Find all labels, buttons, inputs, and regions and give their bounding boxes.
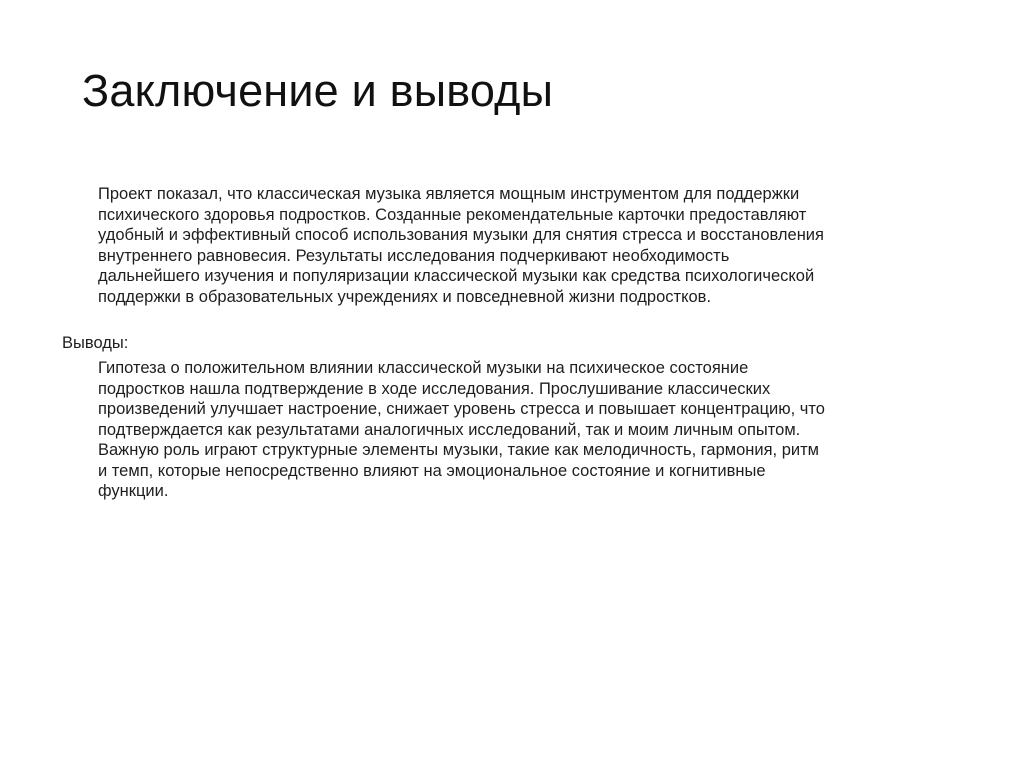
conclusion-line: Проект показал, что классическая музыка является мощным инструментом для поддержки [98,185,800,203]
conclusion-line: внутреннего равновесия. Результаты исследования подчеркивают необходимость [98,246,730,265]
findings-line: произведений улучшает настроение, снижает уровень стресса и повышает концентрацию, что [98,400,825,418]
slide-title: Заключение и выводы [82,65,554,116]
findings-paragraph [98,358,978,502]
findings-line: подтверждается как результатами аналогичных исследований, так и моим личным опытом. [98,420,801,439]
findings-line: функции. [98,482,169,500]
conclusion-line: удобный и эффективный способ использования музыки для снятия стресса и восстановления [98,226,824,244]
conclusion-line: дальнейшего изучения и популяризации классической музыки как средства психологической [98,267,815,285]
findings-line: подростков нашла подтверждение в ходе исследования. Прослушивание классических [98,379,771,398]
findings-line: и темп, которые непосредственно влияют на эмоциональное состояние и когнитивные [98,461,766,480]
conclusion-line: психического здоровья подростков. Созданные рекомендательные карточки предоставляют [98,205,807,224]
findings-label: Выводы: [62,334,129,352]
findings-line: Важную роль играют структурные элементы музыки, такие как мелодичность, гармония, ритм [98,441,820,459]
conclusion-line: поддержки в образовательных учреждениях и повседневной жизни подростков. [98,287,712,306]
conclusion-paragraph [98,184,978,307]
findings-line: Гипотеза о положительном влиянии классической музыки на психическое состояние [98,359,749,377]
